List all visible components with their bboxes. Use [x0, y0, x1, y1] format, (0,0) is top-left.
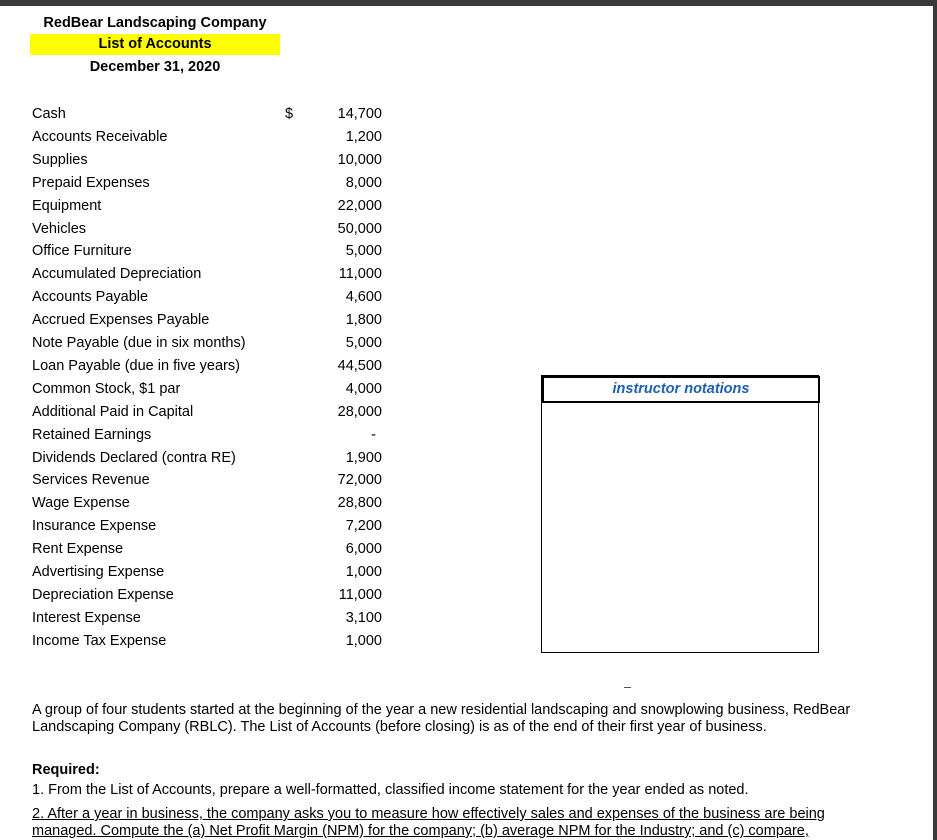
account-row — [32, 263, 382, 285]
account-name: Office Furniture — [32, 243, 132, 260]
account-amount: 3,100 — [345, 609, 382, 626]
account-row — [32, 492, 382, 514]
required-heading: Required: — [32, 762, 100, 778]
account-amount: 28,000 — [337, 403, 382, 420]
right-border — [933, 0, 937, 840]
account-amount: 44,500 — [337, 357, 382, 374]
account-row — [32, 355, 382, 377]
separator-tick — [624, 687, 631, 688]
problem-description: A group of four students started at the beginning of the year a new residential landscaping and snowplowing business, RedBear Landscaping Company (RBLC). The List of Accounts (before closing) is as of the end of their first year of business. — [32, 702, 851, 735]
account-amount: 4,600 — [345, 289, 382, 306]
instructor-notes-label: instructor notations — [612, 381, 750, 397]
account-name: Equipment — [32, 197, 102, 214]
account-amount: 1,000 — [345, 564, 382, 580]
account-name: Prepaid Expenses — [32, 174, 150, 191]
account-row — [32, 103, 382, 125]
account-row — [32, 538, 382, 560]
account-amount: 22,000 — [337, 197, 382, 214]
account-amount: 28,800 — [337, 495, 382, 512]
account-amount: 8,000 — [345, 174, 382, 191]
account-amount: 50,000 — [337, 220, 382, 237]
account-name: Common Stock, $1 par — [32, 380, 181, 397]
company-name: RedBear Landscaping Company — [43, 15, 267, 31]
account-name: Note Payable (due in six months) — [32, 335, 246, 351]
account-amount: 1,900 — [345, 449, 382, 466]
account-row — [32, 309, 382, 331]
account-name: Services Revenue — [32, 472, 150, 489]
account-row — [32, 149, 382, 171]
account-amount: 11,000 — [338, 586, 382, 603]
account-name: Income Tax Expense — [32, 632, 167, 649]
instructor-notes-box — [541, 375, 819, 653]
account-name: Loan Payable (due in five years) — [32, 357, 240, 374]
account-amount: 72,000 — [337, 472, 382, 489]
account-row — [32, 126, 382, 148]
account-name: Accounts Receivable — [32, 128, 168, 145]
account-name: Accumulated Depreciation — [32, 266, 202, 283]
account-name: Supplies — [32, 151, 88, 168]
account-amount: 14,700 — [337, 106, 382, 122]
account-amount: 5,000 — [345, 335, 382, 351]
account-amount: 1,800 — [345, 312, 382, 329]
account-name: Vehicles — [32, 220, 87, 237]
account-amount: 1,200 — [345, 128, 382, 145]
required-item-2: 2. After a year in business, the company asks you to measure how effectively sales and expenses of the business are being managed. Compute the (a) Net Profit Margin (NPM) for the company; (b) average NPM for the Industry; and (c) compare, — [32, 806, 825, 839]
account-row — [32, 561, 382, 583]
account-name: Accounts Payable — [32, 289, 149, 306]
account-row — [32, 378, 382, 400]
account-row — [32, 286, 382, 308]
report-date: December 31, 2020 — [89, 59, 221, 75]
account-amount: 5,000 — [345, 243, 382, 260]
account-amount: 10,000 — [337, 151, 382, 168]
account-row — [32, 469, 382, 491]
account-row — [32, 630, 382, 652]
account-name: Additional Paid in Capital — [32, 403, 194, 420]
account-row — [32, 172, 382, 194]
account-name: Interest Expense — [32, 609, 141, 626]
account-name: Insurance Expense — [32, 518, 157, 535]
top-border — [0, 0, 937, 6]
account-row — [32, 515, 382, 537]
report-title: List of Accounts — [30, 34, 280, 55]
account-name: Cash — [32, 106, 66, 122]
account-row — [32, 240, 382, 262]
account-row — [32, 584, 382, 606]
account-name: Dividends Declared (contra RE) — [32, 449, 236, 466]
account-row — [32, 195, 382, 217]
account-name: Advertising Expense — [32, 564, 165, 580]
account-amount: 1,000 — [345, 632, 382, 649]
account-name: Wage Expense — [32, 495, 130, 512]
account-amount: 4,000 — [345, 380, 382, 397]
account-row — [32, 332, 382, 354]
account-amount: 11,000 — [338, 266, 382, 283]
account-row — [32, 607, 382, 629]
currency-symbol: $ — [285, 106, 294, 122]
account-row — [32, 424, 382, 446]
account-amount: 6,000 — [345, 541, 382, 558]
account-amount: - — [371, 426, 376, 443]
account-row — [32, 218, 382, 240]
account-name: Accrued Expenses Payable — [32, 312, 210, 329]
account-amount: 7,200 — [345, 518, 382, 535]
required-item-1: 1. From the List of Accounts, prepare a well-formatted, classified income statement for the year ended as noted. — [32, 782, 749, 798]
account-name: Depreciation Expense — [32, 586, 174, 603]
account-row — [32, 401, 382, 423]
account-name: Rent Expense — [32, 541, 124, 558]
instructor-notes-header — [542, 376, 820, 403]
account-name: Retained Earnings — [32, 426, 152, 443]
account-row — [32, 447, 382, 469]
